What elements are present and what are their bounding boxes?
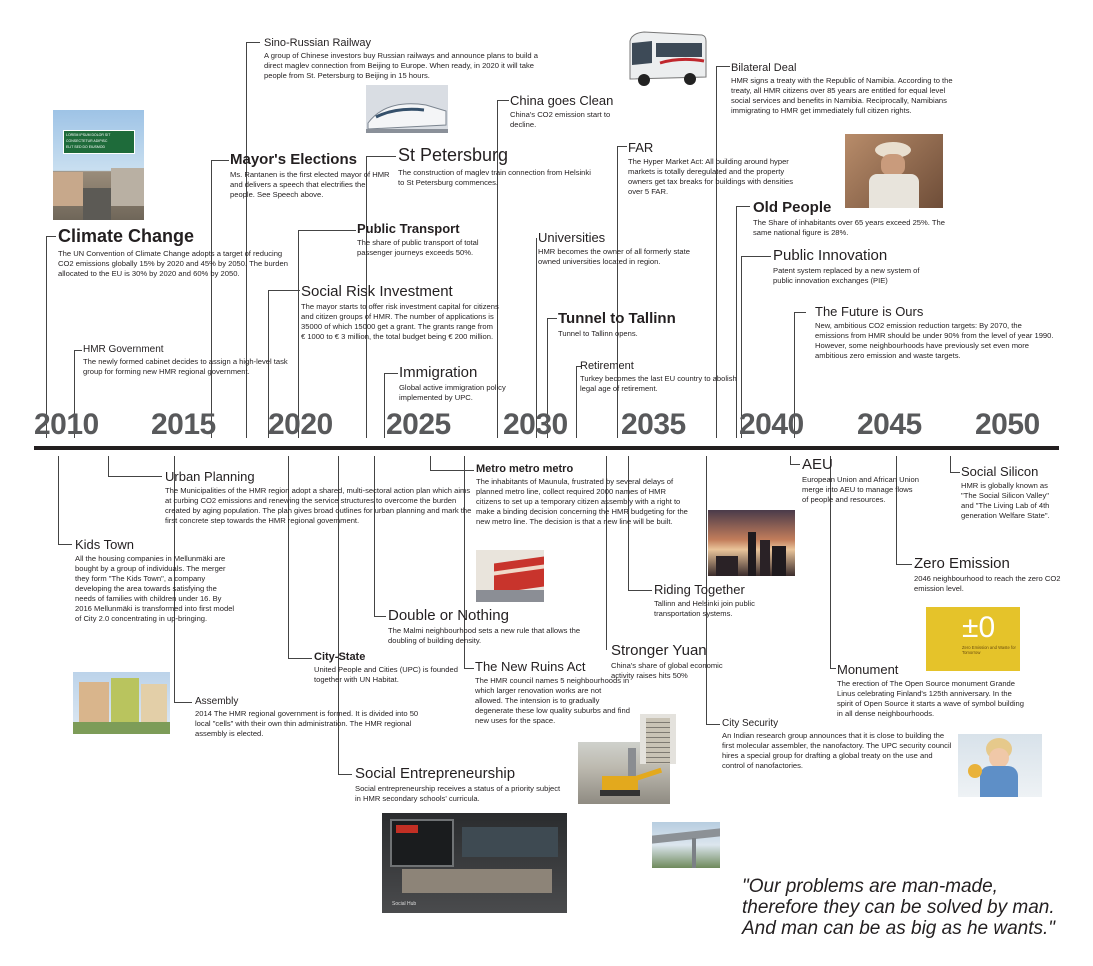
event-title: City Security [722, 718, 779, 729]
event-text: The Malmi neighbourhood sets a new rule that allows the doubling of building density. [388, 626, 581, 645]
event-text: The HMR council names 5 neighbourhoods in which larger renovation works are not allowed. The intension is to gradually degenerate these low quality suburbs and find new uses for the space. [475, 676, 630, 725]
event-zero-emission [914, 555, 1064, 594]
event-title: Metro metro metro [476, 463, 574, 475]
sign-text: LOREM IPSUM DOLOR SIT [66, 133, 111, 137]
event-text: HMR signs a treaty with the Republic of Namibia. According to the treaty, all HMR citizens over 85 years are entitled for equal level social services and benefits in Namibia. Reciprocally, Namibians immigrating to HMR get immediately full citizen rights. [731, 76, 953, 115]
street-sign-photo [53, 110, 144, 220]
event-text: A group of Chinese investors buy Russian railways and announce plans to build a direct maglev connection from Beijing to Europe. When ready, in 2020 it will take people from St. Petersburg to Beijing in 15 hours. [264, 51, 538, 80]
event-text: Tunnel to Tallinn opens. [558, 329, 638, 338]
event-text: Ms. Rantanen is the first elected mayor of HMR and delivers a speech that electrifies the people. See Speech above. [230, 170, 390, 199]
event-text: The Municipalities of the HMR region adopt a shared, multi-sectoral action plan which aims at curbing CO2 emissions and renewing the service structures to overcome the burden created by aging population. The plan gives broad outlines for urban planning and mark the first concrete step towards the HMR regional government. [165, 486, 472, 525]
apartment-tower-photo [640, 714, 676, 764]
event-metro-metro-metro [476, 463, 688, 527]
event-title: HMR Government [83, 344, 164, 355]
event-title: Climate Change [58, 226, 195, 246]
event-social-silicon [961, 464, 1061, 521]
event-title: Public Transport [357, 221, 460, 236]
event-text: Patent system replaced by a new system of public innovation exchanges (PIE) [773, 266, 920, 285]
poster-small-text: Zero Emission and Waste for Tomorrow [962, 645, 1016, 655]
event-title: The New Ruins Act [475, 659, 586, 674]
event-social-risk-investment [301, 283, 499, 342]
event-future-is-ours [815, 304, 1055, 361]
event-text: The mayor starts to offer risk investment capital for citizens and citizen groups of HMR. The number of applications is 35000 of which 15000 get a grant. The grants range from € 1000 to € 3 million, the total budget being € 200 million. [301, 302, 499, 341]
event-title: FAR [628, 140, 654, 155]
sign-text: ELIT SED DO EIUSMOD [66, 145, 106, 149]
event-text: The Share of inhabitants over 65 years exceed 25%. The same national figure is 28%. [753, 218, 945, 237]
event-title: Sino-Russian Railway [264, 37, 371, 49]
event-title: Double or Nothing [388, 607, 509, 624]
apartment-blocks-photo [73, 672, 170, 734]
event-text: Tallinn and Helsinki join public transportation systems. [654, 599, 755, 618]
event-text: Global active immigration policy implemented by UPC. [399, 383, 506, 402]
event-title: Tunnel to Tallinn [558, 310, 676, 327]
office-sign-text: Social Hub [392, 901, 417, 907]
year-label: 2020 [268, 408, 333, 441]
event-title: Immigration [399, 364, 478, 381]
event-mayors-elections [230, 151, 390, 200]
event-text: The inhabitants of Maunula, frustrated by several delays of planned metro line, collect required 2000 names of HMR citizens to set up a temporary citizen assembly with a right to make a binding decision concerning the HMR budgeting for the new metro line. The decision is that a new line will be built. [476, 477, 688, 526]
event-text: China's share of global economic activity raises hits 50% [611, 661, 723, 680]
event-text: Turkey becomes the last EU country to abolish legal age of retirement. [580, 374, 737, 393]
elderly-man-photo [845, 134, 943, 208]
child-photo [958, 734, 1042, 797]
event-social-entrepreneurship [355, 765, 565, 804]
event-text: HMR is globally known as "The Social Silicon Valley" and "The Living Lab of 4th generation Welfare State". [961, 481, 1050, 520]
event-new-ruins-act [475, 659, 630, 726]
event-title: China goes Clean [510, 93, 614, 108]
event-tunnel-to-tallinn [558, 310, 708, 339]
event-bilateral-deal [731, 62, 961, 116]
event-aeu [802, 456, 920, 505]
event-assembly [195, 696, 420, 739]
year-label: 2015 [151, 408, 216, 441]
event-text: The newly formed cabinet decides to assign a high-level task group for forming new HMR regional government. [83, 357, 288, 376]
event-city-security [722, 718, 952, 771]
event-stronger-yuan [611, 642, 746, 681]
event-title: Monument [837, 662, 899, 677]
year-label: 2050 [975, 408, 1040, 441]
skyline-sunset-photo [708, 510, 795, 576]
event-public-transport [357, 221, 507, 258]
event-title: Bilateral Deal [731, 62, 797, 74]
event-urban-planning [165, 469, 473, 526]
event-title: Universities [538, 230, 606, 245]
event-title: City-State [314, 651, 366, 663]
event-text: The construction of maglev train connection from Helsinki to St Petersburg commences. [398, 168, 591, 187]
year-label: 2010 [34, 408, 99, 441]
event-title: Public Innovation [773, 247, 888, 264]
event-text: Social entrepreneurship receives a status of a priority subject in HMR secondary schools' curricula. [355, 784, 561, 803]
event-double-or-nothing [388, 607, 603, 646]
event-text: The erection of The Open Source monument Grande Linus celebrating Finland's 125th anniversary. In the spirit of Open Source it starts a wave of symbol building in all dense neighbourhoods. [837, 679, 1024, 718]
sign-text: CONSECTETUR ADIPISC [66, 139, 108, 143]
event-text: The share of public transport of total passenger journeys exceeds 50%. [357, 238, 479, 257]
year-label: 2045 [857, 408, 922, 441]
event-st-petersburg [398, 145, 598, 188]
event-retirement [580, 360, 740, 394]
closing-quote: "Our problems are man-made, therefore they can be solved by man. And man can be as big as he wants." [742, 876, 1056, 939]
event-text: New, ambitious CO2 emission reduction targets: By 2070, the emissions from HMR should be under 90% from the level of year 1990. However, some neighbourhoods have previously set even more ambitious zero emission and waste targets. [815, 321, 1054, 360]
maglev-train-photo [366, 85, 448, 133]
event-universities [538, 230, 713, 267]
event-title: Assembly [195, 696, 239, 707]
event-text: 2014 The HMR regional government is formed. It is divided into 50 local "cells" with their own thin administration. The HMR regional assembly is elected. [195, 709, 419, 738]
event-china-goes-clean [510, 93, 620, 130]
event-text: All the housing companies in Mellunmäki are bought by a group of individuals. The merger they form "The Kids Town", a company developing the area towards satisfying the needs of families with children under 16. By 2016 Mellunmäki is transformed into first model of City 2.0 concentrating in up-bringing. [75, 554, 235, 623]
event-text: An Indian research group announces that it is close to building the first molecular assembler, the nanofactory. The UPC security council hires a special group for drafting a global treaty on the use and control of nanofactories. [722, 731, 952, 770]
highway-bridge-photo [652, 822, 720, 868]
event-monument [837, 662, 1027, 719]
event-title: AEU [802, 456, 833, 473]
year-label: 2040 [739, 408, 804, 441]
event-sino-russian-railway [264, 37, 554, 81]
event-old-people [753, 199, 963, 238]
bus-photo [624, 27, 708, 91]
event-title: St Petersburg [398, 145, 509, 165]
event-title: Social Risk Investment [301, 283, 453, 300]
event-title: Zero Emission [914, 555, 1010, 572]
event-riding-together [654, 582, 784, 619]
office-photo [382, 813, 567, 913]
timeline-axis [34, 446, 1059, 450]
event-title: Kids Town [75, 537, 135, 552]
event-hmr-government [83, 344, 298, 377]
event-text: China's CO2 emission start to decline. [510, 110, 611, 129]
event-title: Retirement [580, 360, 634, 372]
event-title: Social Silicon [961, 464, 1039, 479]
event-title: The Future is Ours [815, 304, 924, 319]
event-title: Riding Together [654, 582, 745, 597]
event-text: HMR becomes the owner of all formerly state owned universities located in region. [538, 247, 690, 266]
year-label: 2030 [503, 408, 568, 441]
poster-big-text: ±0 [962, 611, 996, 644]
event-text: United People and Cities (UPC) is founded together with UN Habitat. [314, 665, 458, 684]
event-text: 2046 neighbourhood to reach the zero CO2 emission level. [914, 574, 1061, 593]
year-label: 2035 [621, 408, 686, 441]
event-kids-town [75, 537, 235, 624]
event-immigration [399, 364, 539, 403]
event-climate-change [58, 226, 298, 279]
event-title: Mayor's Elections [230, 151, 357, 168]
event-title: Old People [753, 199, 832, 216]
year-label: 2025 [386, 408, 451, 441]
event-public-innovation [773, 247, 933, 286]
event-title: Stronger Yuan [611, 642, 707, 659]
event-title: Urban Planning [165, 469, 255, 484]
event-far [628, 140, 800, 197]
event-text: European Union and African Union merge into AEU to manage flows of people and resources. [802, 475, 919, 504]
event-city-state [314, 651, 484, 685]
metro-station-photo [476, 550, 544, 602]
event-text: The Hyper Market Act: All building around hyper markets is totally deregulated and the property owners get tax breaks for buildings with densities over 5 FAR. [628, 157, 794, 196]
event-text: The UN Convention of Climate Change adopts a target of reducing CO2 emissions globally 15% by 2020 and 45% by 2050. The burden allocated to the EU is 30% by 2020 and 60% by 2050. [58, 249, 288, 278]
event-title: Social Entrepreneurship [355, 765, 516, 782]
